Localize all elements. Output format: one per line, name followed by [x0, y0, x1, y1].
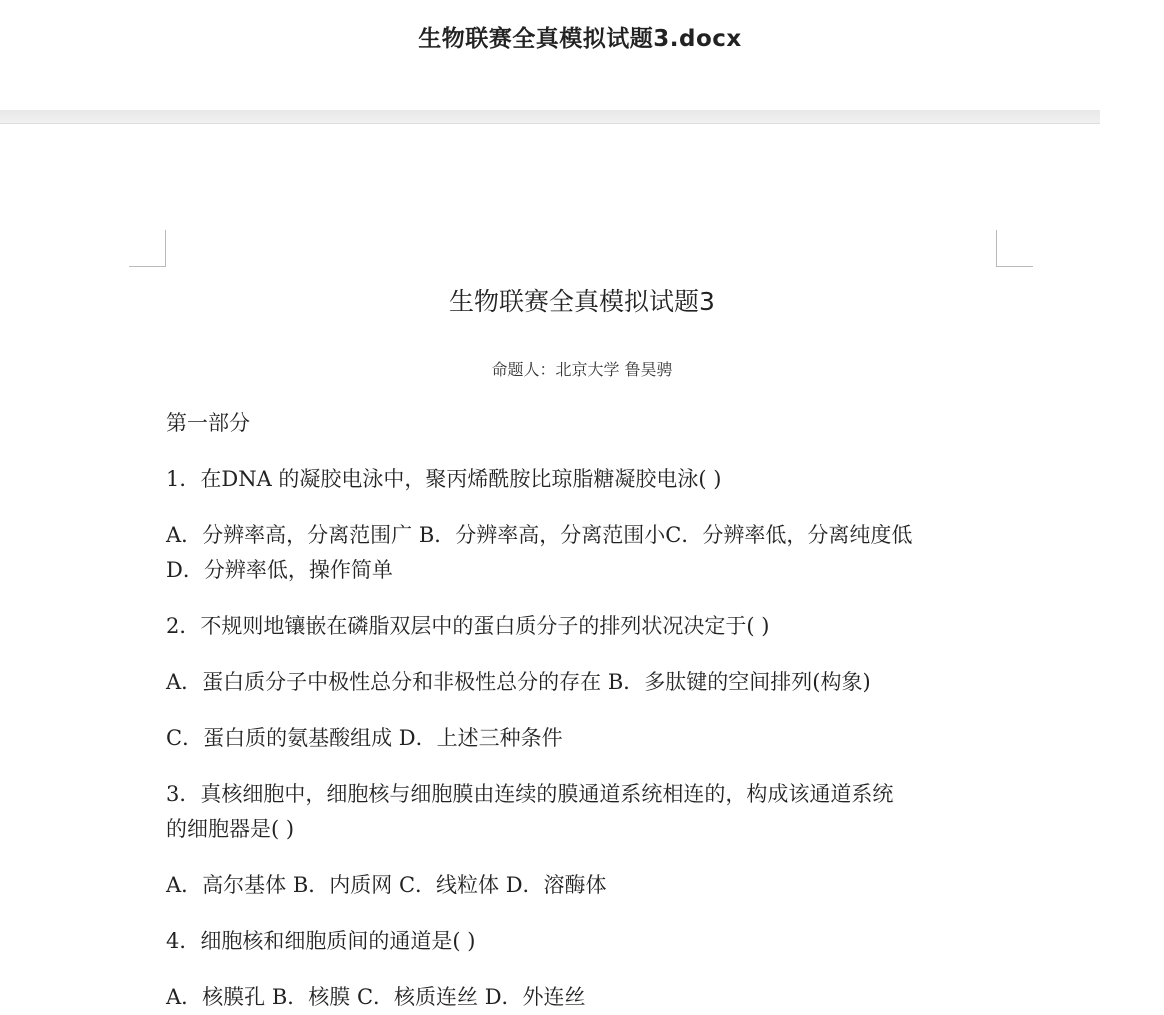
toolbar-separator — [0, 110, 1100, 124]
paragraph-line: A．蛋白质分子中极性总分和非极性总分的存在 B．多肽键的空间排列(构象) — [166, 670, 871, 694]
paragraph-question-4 — [166, 924, 1006, 959]
paragraph-options-4 — [166, 980, 1006, 1015]
paragraph-section-title — [166, 406, 1006, 441]
paragraph-line: 4．细胞核和细胞质间的通道是( ) — [166, 929, 476, 953]
paragraph-options-2a — [166, 665, 1006, 700]
document-filename: 生物联赛全真模拟试题3.docx — [418, 26, 742, 52]
document-heading: 生物联赛全真模拟试题3 — [449, 287, 715, 316]
paragraph-line: 的细胞器是( ) — [166, 817, 295, 841]
paragraph-options-3 — [166, 868, 1006, 903]
paragraph-question-1 — [166, 462, 1006, 497]
paragraph-line: 3．真核细胞中，细胞核与细胞膜由连续的膜通道系统相连的，构成该通道系统 — [166, 782, 894, 806]
paragraph-line: A．分辨率高，分离范围广 B．分辨率高，分离范围小C．分辨率低，分离纯度低 — [166, 523, 913, 547]
paragraph-line: 1．在DNA 的凝胶电泳中，聚丙烯酰胺比琼脂糖凝胶电泳( ) — [166, 467, 722, 491]
paragraph-line: 2．不规则地镶嵌在磷脂双层中的蛋白质分子的排列状况决定于( ) — [166, 614, 770, 638]
paragraph-line: C．蛋白质的氨基酸组成 D．上述三种条件 — [166, 726, 563, 750]
title-bar — [0, 0, 1100, 110]
paragraph-line: A．核膜孔 B．核膜 C．核质连丝 D．外连丝 — [166, 985, 586, 1009]
margin-corner-top-right — [996, 230, 1033, 267]
paragraph-options-2b — [166, 721, 1006, 756]
paragraph-question-2 — [166, 609, 1006, 644]
paragraph-line: 第一部分 — [166, 411, 250, 435]
paragraph-options-1 — [166, 518, 1006, 588]
document-page — [0, 124, 1100, 1009]
paragraph-question-3 — [166, 777, 1006, 847]
document-author: 命题人：北京大学 鲁昊骋 — [491, 360, 673, 379]
paragraph-line: A．高尔基体 B．内质网 C．线粒体 D．溶酶体 — [166, 873, 607, 897]
paragraph-line: D．分辨率低，操作简单 — [166, 558, 393, 582]
margin-corner-top-left — [129, 230, 166, 267]
